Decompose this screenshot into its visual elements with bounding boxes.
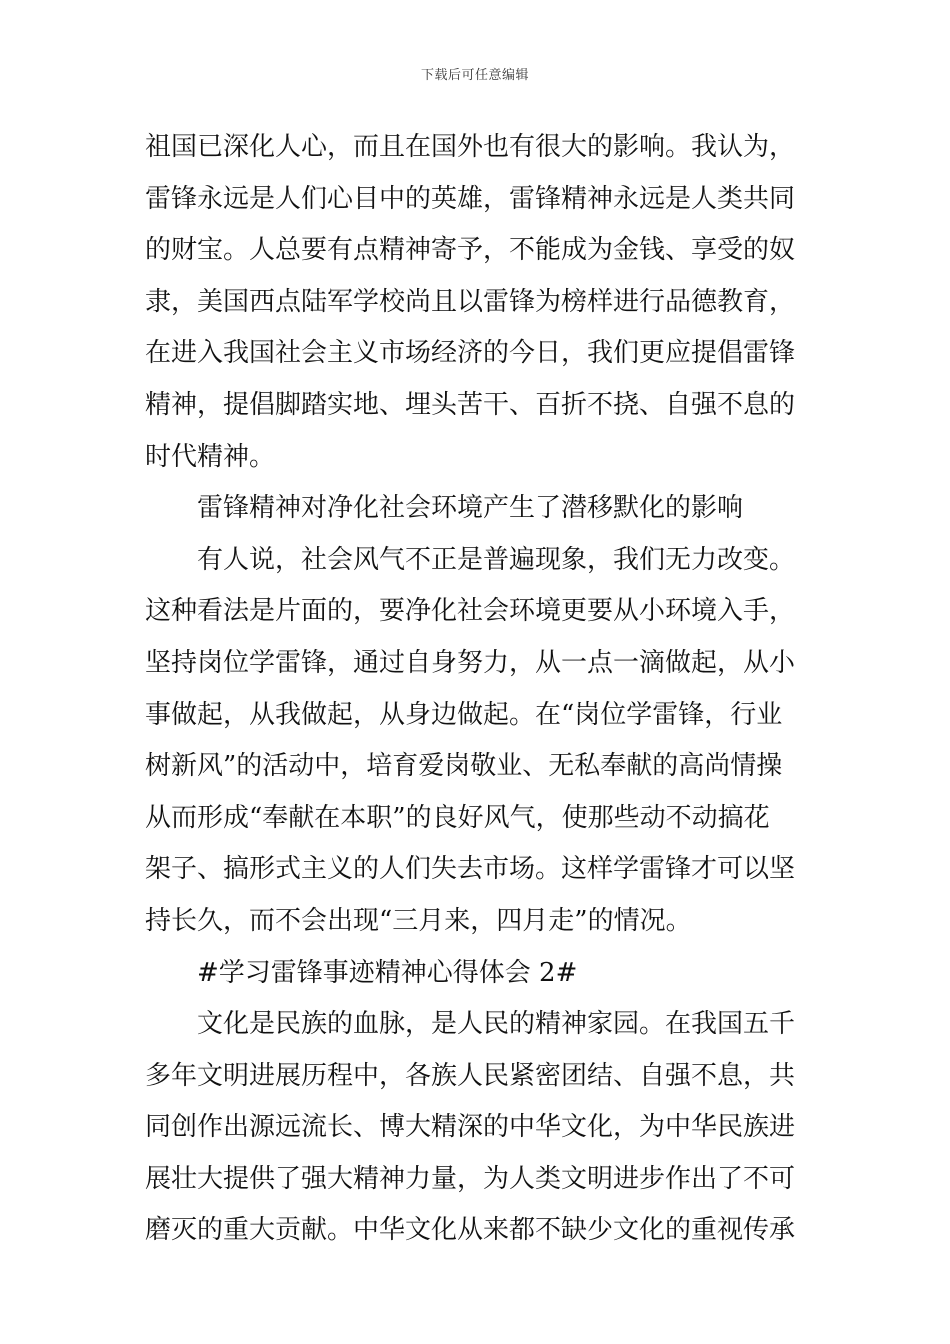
text-line: 树新风”的活动中，培育爱岗敬业、无私奉献的高尚情操 (145, 751, 783, 782)
text-line: 隶，美国西点陆军学校尚且以雷锋为榜样进行品德教育， (145, 286, 796, 317)
text-line: 持长久，而不会出现“三月来，四月走”的情况。 (145, 905, 692, 936)
text-line: 的财宝。人总要有点精神寄予，不能成为金钱、享受的奴 (145, 235, 796, 266)
text-line: 精神，提倡脚踏实地、埋头苦干、百折不挠、自强不息的 (145, 389, 796, 420)
text-line: 在进入我国社会主义市场经济的今日，我们更应提倡雷锋 (145, 338, 796, 369)
text-line: 时代精神。 (145, 441, 276, 472)
text-line: 展壮大提供了强大精神力量，为人类文明进步作出了不可 (145, 1163, 796, 1194)
page-header: 下载后可任意编辑 (420, 68, 529, 83)
paragraph-start: 有人说，社会风气不正是普遍现象，我们无力改变。 (197, 544, 796, 575)
text-line: 从而形成“奉献在本职”的良好风气，使那些动不动搞花 (145, 802, 770, 833)
text-line: 多年文明进展历程中，各族人民紧密团结、自强不息，共 (145, 1060, 796, 1091)
document-body (145, 122, 810, 1257)
text-line: 磨灭的重大贡献。中华文化从来都不缺少文化的重视传承 (145, 1215, 796, 1246)
text-line: 祖国已深化人心，而且在国外也有很大的影响。我认为， (145, 132, 796, 162)
section-heading: 雷锋精神对净化社会环境产生了潜移默化的影响 (197, 493, 744, 524)
text-line: 坚持岗位学雷锋，通过自身努力，从一点一滴做起，从小 (145, 647, 796, 678)
text-line: 同创作出源远流长、博大精深的中华文化，为中华民族进 (145, 1112, 796, 1143)
paragraph-start: 文化是民族的血脉，是人民的精神家园。在我国五千 (197, 1009, 796, 1040)
text-line: 架子、搞形式主义的人们失去市场。这样学雷锋才可以坚 (145, 854, 796, 885)
text-line: 雷锋永远是人们心目中的英雄，雷锋精神永远是人类共同 (145, 183, 796, 214)
text-line: 这种看法是片面的，要净化社会环境更要从小环境入手， (145, 596, 796, 627)
section-heading: #学习雷锋事迹精神心得体会 2# (197, 957, 578, 988)
text-line: 事做起，从我做起，从身边做起。在“岗位学雷锋，行业 (145, 699, 783, 730)
